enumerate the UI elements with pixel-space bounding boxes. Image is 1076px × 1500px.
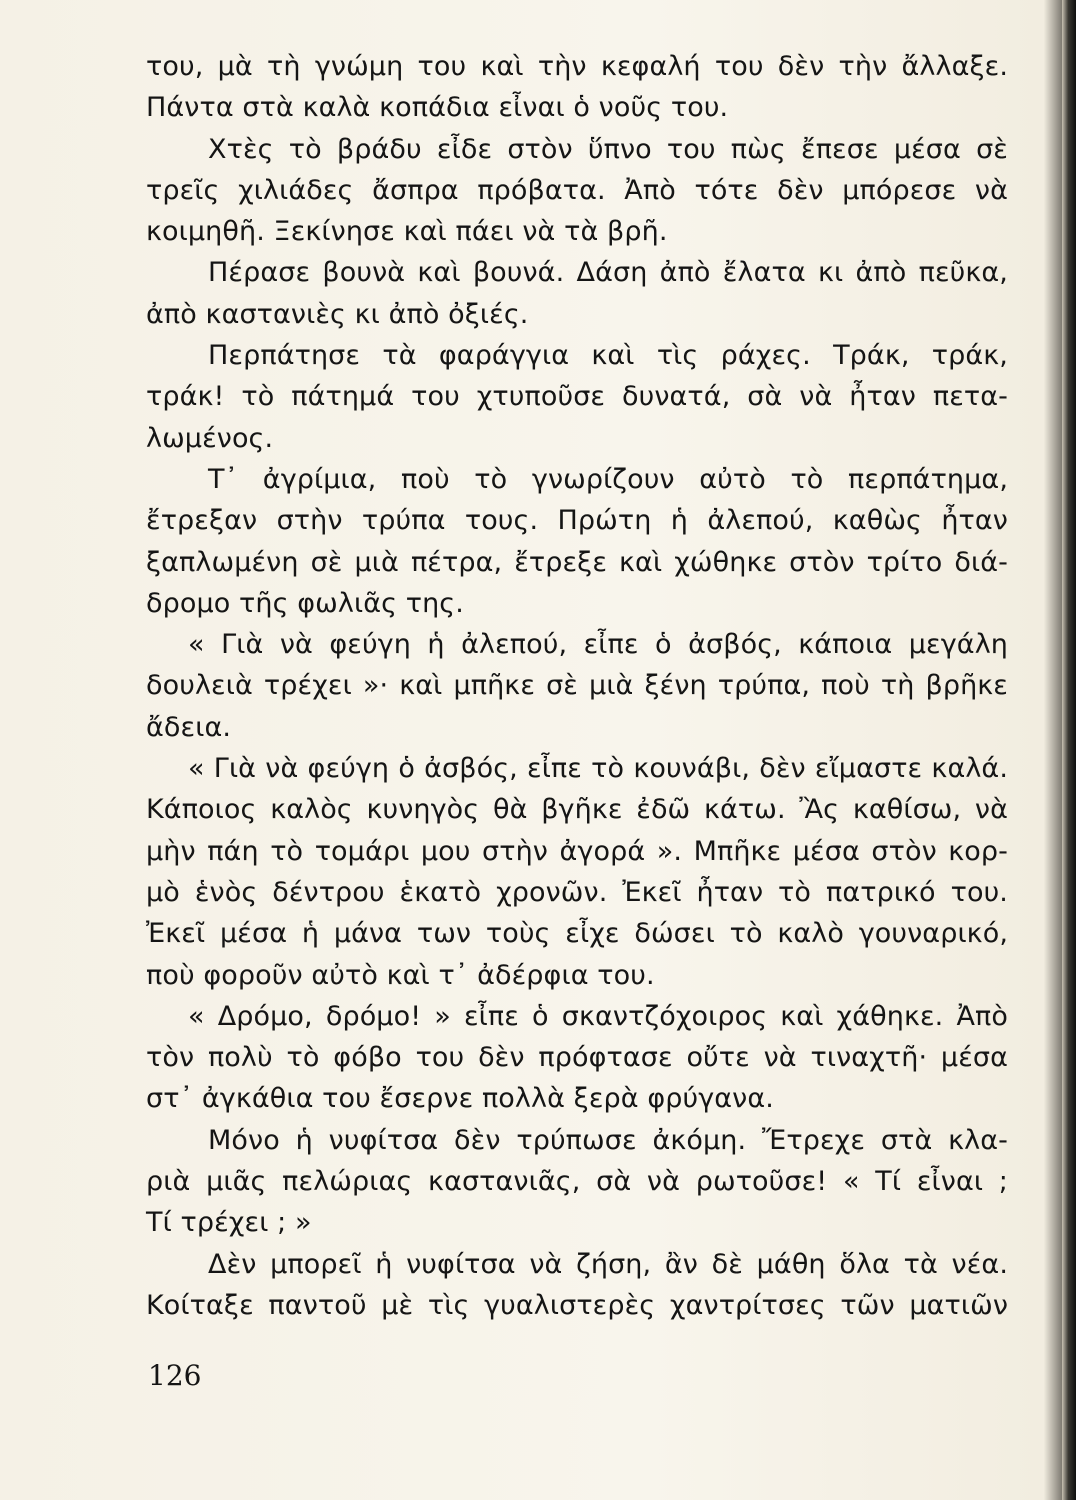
book-binding-edge xyxy=(1062,0,1076,1500)
page-number: 126 xyxy=(148,1359,202,1392)
text-line: μὴν πάη τὸ τομάρι μου στὴν ἀγορά ». Μπῆκε μέσα στὸν κορ- xyxy=(146,835,1008,867)
text-line: τὸν πολὺ τὸ φόβο του δὲν πρόφτασε οὔτε νὰ τιναχτῆ· μέσα xyxy=(146,1042,1008,1074)
text-line: Τί τρέχει ; » xyxy=(146,1207,312,1239)
text-line: Περπάτησε τὰ φαράγγια καὶ τὶς ράχες. Τράκ, τράκ, xyxy=(208,340,1008,372)
text-line: λωμένος. xyxy=(146,422,274,454)
text-line: Πάντα στὰ καλὰ κοπάδια εἶναι ὁ νοῦς του. xyxy=(146,92,729,124)
text-line: ριὰ μιᾶς πελώριας καστανιᾶς, σὰ νὰ ρωτοῦσε! « Τί εἶναι ; xyxy=(146,1166,1008,1198)
text-line: δουλειὰ τρέχει »· καὶ μπῆκε σὲ μιὰ ξένη τρύπα, ποὺ τὴ βρῆκε xyxy=(146,670,1008,702)
text-line: Πέρασε βουνὰ καὶ βουνά. Δάση ἀπὸ ἔλατα κι ἀπὸ πεῦκα, xyxy=(208,257,1008,289)
text-line: « Γιὰ νὰ φεύγη ὁ ἀσβός, εἶπε τὸ κουνάβι, δὲν εἴμαστε καλά. xyxy=(188,753,1008,785)
text-line: Ἐκεῖ μέσα ἡ μάνα των τοὺς εἶχε δώσει τὸ καλὸ γουναρικό, xyxy=(146,918,1008,950)
text-line: Τ᾿ ἀγρίμια, ποὺ τὸ γνωρίζουν αὐτὸ τὸ περπάτημα, xyxy=(208,463,1008,495)
text-line: ξαπλωμένη σὲ μιὰ πέτρα, ἔτρεξε καὶ χώθηκε στὸν τρίτο διά- xyxy=(146,546,1008,578)
text-line: « Δρόμο, δρόμο! » εἶπε ὁ σκαντζόχοιρος καὶ χάθηκε. Ἀπὸ xyxy=(188,1000,1008,1032)
text-line: στ᾿ ἀγκάθια του ἔσερνε πολλὰ ξερὰ φρύγανα. xyxy=(146,1083,774,1115)
text-line: Δὲν μπορεῖ ἡ νυφίτσα νὰ ζήση, ἂν δὲ μάθη ὅλα τὰ νέα. xyxy=(208,1248,1008,1280)
text-line: τράκ! τὸ πάτημά του χτυποῦσε δυνατά, σὰ νὰ ἦταν πετα- xyxy=(146,381,1008,413)
text-line: Μόνο ἡ νυφίτσα δὲν τρύπωσε ἀκόμη. Ἔτρεχε στὰ κλα- xyxy=(208,1124,1008,1156)
text-line: ποὺ φοροῦν αὐτὸ καὶ τ᾿ ἀδέρφια του. xyxy=(146,959,655,991)
body-text xyxy=(146,46,1008,1326)
text-line: ἀπὸ καστανιὲς κι ἀπὸ ὀξιές. xyxy=(146,298,529,330)
text-line: τρεῖς χιλιάδες ἄσπρα πρόβατα. Ἀπὸ τότε δὲν μπόρεσε νὰ xyxy=(146,174,1008,206)
text-line: « Γιὰ νὰ φεύγη ἡ ἀλεπού, εἶπε ὁ ἀσβός, κάποια μεγάλη xyxy=(188,629,1008,661)
text-line: του, μὰ τὴ γνώμη του καὶ τὴν κεφαλή του δὲν τὴν ἄλλαξε. xyxy=(146,51,1008,82)
text-line: Κοίταξε παντοῦ μὲ τὶς γυαλιστερὲς χαντρίτσες τῶν ματιῶν xyxy=(146,1289,1008,1321)
text-line: Κάποιος καλὸς κυνηγὸς θὰ βγῆκε ἐδῶ κάτω. Ἂς καθίσω, νὰ xyxy=(146,794,1008,826)
text-line: ἄδεια. xyxy=(146,711,232,743)
text-line: ἔτρεξαν στὴν τρύπα τους. Πρώτη ἡ ἀλεπού, καθὼς ἦταν xyxy=(146,505,1008,537)
text-line: δρομο τῆς φωλιᾶς της. xyxy=(146,587,464,619)
text-line: Χτὲς τὸ βράδυ εἶδε στὸν ὕπνο του πὼς ἔπεσε μέσα σὲ xyxy=(208,133,1008,165)
text-line: κοιμηθῆ. Ξεκίνησε καὶ πάει νὰ τὰ βρῆ. xyxy=(146,216,668,248)
text-line: μὸ ἑνὸς δέντρου ἑκατὸ χρονῶν. Ἐκεῖ ἦταν τὸ πατρικό του. xyxy=(146,876,1008,908)
